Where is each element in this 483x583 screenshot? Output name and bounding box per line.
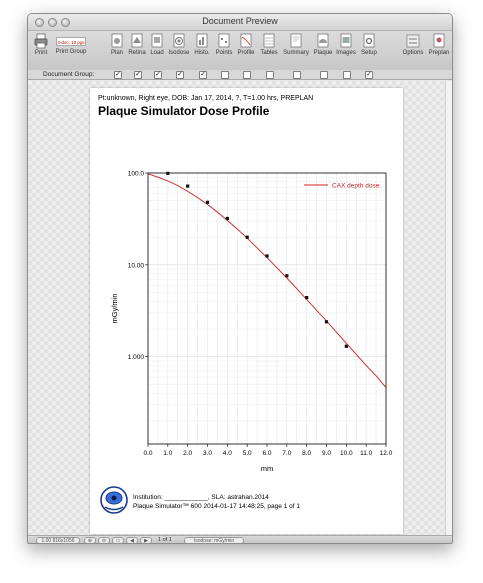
toolbar-label: Print Group — [55, 49, 87, 55]
toolbar-label: Profile — [237, 50, 255, 56]
group-checkbox-8[interactable] — [266, 71, 274, 79]
toolbar-profile-button[interactable] — [236, 33, 256, 56]
x-tick-label: 2.0 — [183, 450, 193, 457]
zoom-in-button[interactable]: ⊕ — [84, 537, 96, 544]
x-tick-label: 6.0 — [262, 450, 272, 457]
toolbar-label: Options — [402, 50, 424, 56]
group-checkbox-12[interactable]: ✓ — [366, 71, 372, 78]
group-checkbox-4[interactable]: ✓ — [177, 71, 183, 78]
previous-page-button[interactable]: ◀ — [126, 537, 138, 544]
group-checkbox-11[interactable] — [343, 71, 351, 79]
toolbar-images-button[interactable] — [335, 33, 357, 56]
x-axis-label: mm — [260, 464, 274, 473]
retina-icon — [130, 33, 144, 49]
x-tick-label: 8.0 — [302, 450, 312, 457]
page-title: Plaque Simulator Dose Profile — [98, 104, 270, 118]
toolbar-label: Images — [336, 50, 356, 56]
x-tick-label: 7.0 — [282, 450, 292, 457]
toolbar-label: Plaque — [313, 50, 333, 56]
x-tick-label: 4.0 — [222, 450, 232, 457]
document-page — [90, 88, 403, 534]
data-point — [325, 320, 328, 323]
toolbar-label: Plan — [110, 50, 123, 56]
load-icon — [150, 33, 164, 49]
print-group-badge: 4-doc, 10 pgs — [56, 37, 86, 46]
x-tick-label: 9.0 — [321, 450, 332, 457]
group-checkbox-1[interactable]: ✓ — [115, 71, 121, 78]
preplan-icon — [432, 33, 446, 49]
x-tick-label: 0.0 — [143, 450, 153, 457]
x-tick-label: 10.0 — [340, 450, 353, 457]
patient-header: Pt:unknown, Right eye, DOB: Jan 17, 2014, ?, T=1.00 hrs, PREPLAN — [98, 95, 314, 102]
toolbar-load-button[interactable] — [148, 33, 166, 56]
toolbar-label: Load — [150, 50, 164, 56]
x-tick-label: 1.0 — [163, 450, 173, 457]
eye-physics-logo — [100, 486, 128, 514]
window-title: Document Preview — [202, 16, 278, 26]
toolbar-retina-button[interactable] — [128, 33, 146, 56]
options-icon — [406, 33, 420, 49]
toolbar-label: Isodose — [168, 50, 190, 56]
summary-icon — [289, 33, 303, 49]
tables-icon — [262, 33, 276, 49]
profile-icon — [239, 33, 253, 49]
toolbar-label: Print — [34, 50, 48, 56]
y-tick-label: 100.0 — [127, 170, 144, 178]
status-bar — [28, 535, 452, 544]
data-point — [265, 254, 268, 257]
toolbar-tables-button[interactable] — [259, 33, 279, 56]
data-point — [246, 236, 249, 239]
group-checkbox-6[interactable] — [221, 71, 229, 79]
fit-page-button[interactable]: ▭ — [112, 537, 124, 544]
next-page-button[interactable]: ▶ — [140, 537, 152, 544]
document-group-bar — [28, 70, 452, 80]
data-point — [226, 217, 229, 220]
title-bar — [28, 14, 452, 31]
vertical-scrollbar[interactable] — [445, 81, 453, 535]
printer-icon — [34, 33, 48, 49]
x-tick-label: 12.0 — [379, 450, 393, 457]
data-point — [186, 185, 189, 188]
toolbar-label: Tables — [260, 50, 278, 56]
toolbar-label: Retina — [128, 50, 146, 56]
setup-icon — [362, 33, 376, 49]
images-icon — [339, 33, 353, 49]
data-point — [305, 296, 308, 299]
data-point — [206, 201, 209, 204]
data-point — [285, 274, 288, 277]
dose-profile-chart — [90, 143, 403, 488]
data-point — [166, 172, 169, 175]
toolbar-label: Preplan — [428, 50, 450, 56]
toolbar-options-button[interactable] — [402, 33, 424, 56]
zoom-out-button[interactable]: ⊖ — [98, 537, 110, 544]
zoom-readout: 1.00 816x1056 — [36, 537, 80, 544]
toolbar-summary-button[interactable] — [282, 33, 310, 56]
toolbar-label: Points — [215, 50, 233, 56]
toolbar-setup-button[interactable] — [359, 33, 379, 56]
toolbar-label: Summary — [283, 50, 309, 56]
histogram-icon — [195, 33, 209, 49]
footer-version: Plaque Simulator™ 600 2014-01-17 14:48:25, page 1 of 1 — [133, 503, 300, 510]
toolbar-label: Histo. — [194, 50, 210, 56]
toolbar-points-button[interactable] — [214, 33, 234, 56]
group-checkbox-10[interactable] — [320, 71, 328, 79]
plan-icon — [110, 33, 124, 49]
isodose-icon — [172, 33, 186, 49]
y-tick-label: 10.00 — [127, 262, 144, 270]
group-checkbox-9[interactable] — [293, 71, 301, 79]
x-tick-label: 3.0 — [202, 450, 213, 457]
legend-label: CAX depth dose — [332, 182, 380, 190]
page-count: 1 of 1 — [158, 537, 172, 543]
document-group-label: Document Group: — [43, 71, 95, 78]
y-axis-label: mGy/min — [110, 293, 119, 324]
data-point — [345, 345, 348, 348]
toolbar-plaque-button[interactable] — [313, 33, 333, 56]
toolbar — [28, 31, 452, 70]
plaque-icon — [316, 33, 330, 49]
x-tick-label: 11.0 — [360, 450, 373, 457]
group-checkbox-5[interactable]: ✓ — [200, 71, 206, 78]
preview-area[interactable] — [28, 81, 453, 535]
y-tick-label: 1.000 — [127, 354, 144, 362]
x-tick-label: 5.0 — [242, 450, 252, 457]
toolbar-label: Setup — [361, 50, 377, 56]
group-checkbox-3[interactable]: ✓ — [155, 71, 161, 78]
group-checkbox-7[interactable] — [243, 71, 251, 79]
document-preview-window — [27, 13, 453, 544]
group-checkbox-2[interactable]: ✓ — [135, 71, 141, 78]
toolbar-isodose-button[interactable] — [168, 33, 190, 56]
toolbar-preplan-button[interactable] — [427, 33, 451, 56]
toolbar-print-group-button[interactable] — [53, 33, 89, 55]
units-dropdown[interactable]: Isodose: mGy/min — [184, 537, 244, 544]
footer-institution: Institution: ____________, SLA: astrahan.2014 — [133, 494, 269, 501]
points-icon — [217, 33, 231, 49]
toolbar-plan-button[interactable] — [108, 33, 126, 56]
toolbar-histo-button[interactable] — [193, 33, 211, 56]
toolbar-print-button[interactable] — [32, 33, 50, 56]
